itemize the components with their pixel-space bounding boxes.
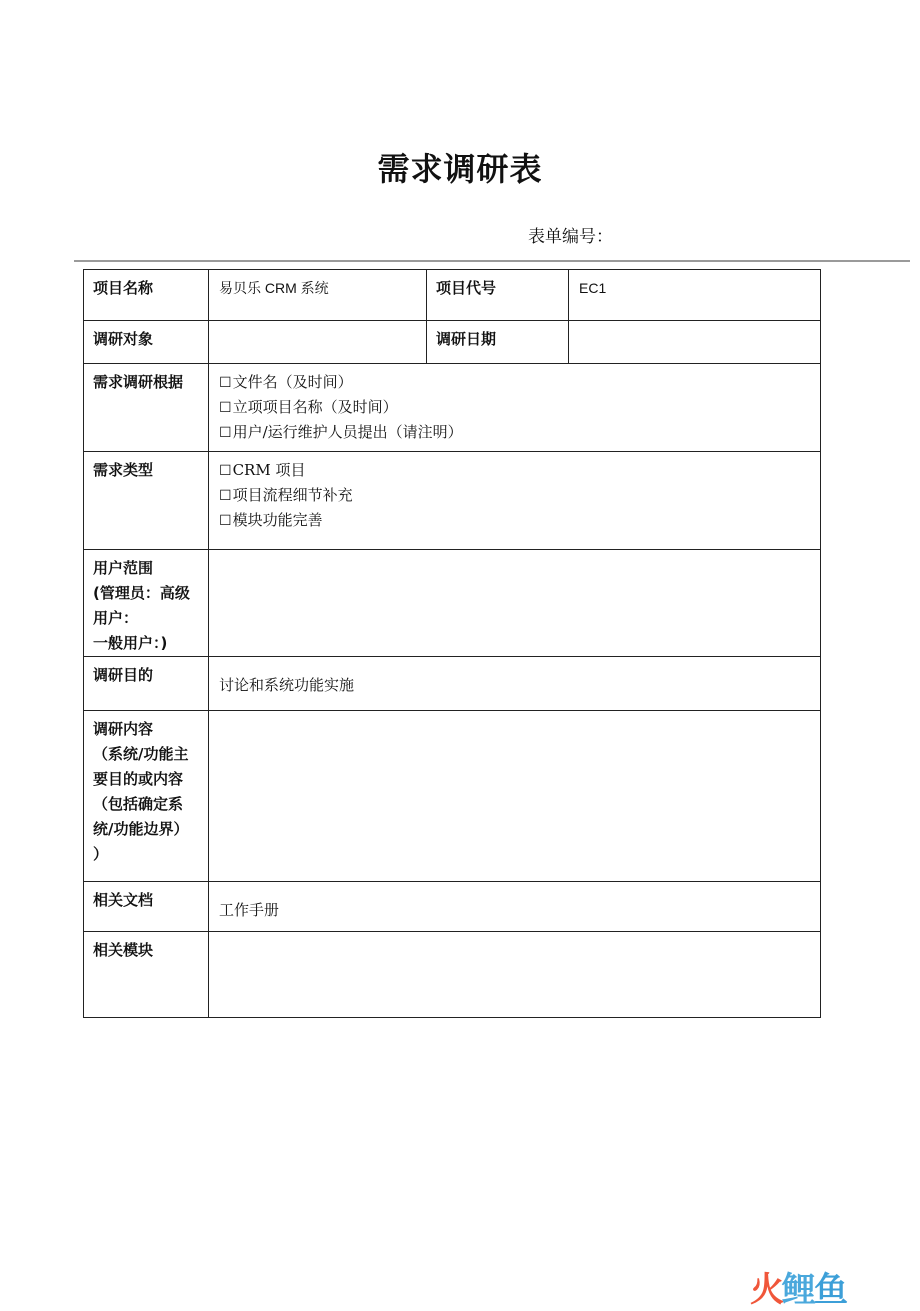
docs-label: 相关文档 — [84, 882, 209, 932]
watermark-char: 鱼 — [814, 1270, 846, 1310]
user-scope-label-line: 用户范围 — [93, 559, 154, 577]
requirement-survey-table — [83, 269, 821, 1018]
checkbox-icon[interactable]: ☐ — [219, 425, 232, 441]
row-docs — [84, 882, 821, 932]
project-code-value[interactable]: EC1 — [569, 270, 821, 321]
checkbox-icon[interactable]: ☐ — [219, 400, 232, 416]
docs-value[interactable]: 工作手册 — [209, 882, 821, 932]
type-option[interactable] — [219, 483, 820, 508]
research-date-value[interactable] — [569, 321, 821, 364]
basis-options — [209, 364, 821, 452]
project-name-value[interactable]: 易贝乐 CRM 系统 — [209, 270, 427, 321]
content-label — [84, 711, 209, 882]
content-label-line: 调研内容 — [93, 720, 154, 738]
content-value[interactable] — [209, 711, 821, 882]
checkbox-icon[interactable]: ☐ — [219, 463, 232, 479]
checkbox-icon[interactable]: ☐ — [219, 513, 232, 529]
content-label-line: （系统/功能主 — [93, 745, 189, 763]
user-scope-label-line: 一般用户：) — [93, 634, 168, 652]
row-basis — [84, 364, 821, 452]
content-label-line: 要目的或内容 — [93, 770, 184, 788]
research-date-label: 调研日期 — [427, 321, 569, 364]
basis-option-label: 文件名（及时间） — [232, 373, 353, 391]
basis-option-label: 用户/运行维护人员提出（请注明） — [232, 423, 463, 441]
user-scope-label-line: (管理员：高级 — [93, 584, 190, 602]
watermark-logo — [750, 1262, 846, 1311]
checkbox-icon[interactable]: ☐ — [219, 375, 232, 391]
basis-option-label: 立项项目名称（及时间） — [232, 398, 398, 416]
basis-option[interactable] — [219, 420, 820, 445]
page-title: 需求调研表 — [377, 150, 543, 188]
watermark-char: 火 — [750, 1270, 782, 1310]
row-user-scope — [84, 550, 821, 657]
header-divider — [74, 260, 910, 262]
type-option-label: CRM 项目 — [232, 461, 306, 479]
row-research-target — [84, 321, 821, 364]
type-options — [209, 452, 821, 550]
row-type — [84, 452, 821, 550]
purpose-label: 调研目的 — [84, 657, 209, 711]
research-target-label: 调研对象 — [84, 321, 209, 364]
basis-label: 需求调研根据 — [84, 364, 209, 452]
watermark-char: 鲤 — [782, 1270, 814, 1310]
purpose-value[interactable]: 讨论和系统功能实施 — [209, 657, 821, 711]
user-scope-label — [84, 550, 209, 657]
content-label-line: 统/功能边界） — [93, 820, 189, 838]
type-option-label: 项目流程细节补充 — [232, 486, 353, 504]
user-scope-label-line: 用户： — [93, 609, 139, 627]
modules-label: 相关模块 — [84, 932, 209, 1018]
row-modules — [84, 932, 821, 1018]
checkbox-icon[interactable]: ☐ — [219, 488, 232, 504]
type-label: 需求类型 — [84, 452, 209, 550]
basis-option[interactable] — [219, 370, 820, 395]
form-number-label: 表单编号： — [528, 227, 613, 247]
row-content — [84, 711, 821, 882]
user-scope-value[interactable] — [209, 550, 821, 657]
project-code-label: 项目代号 — [427, 270, 569, 321]
basis-option[interactable] — [219, 395, 820, 420]
type-option[interactable] — [219, 458, 820, 483]
row-project-name — [84, 270, 821, 321]
modules-value[interactable] — [209, 932, 821, 1018]
content-label-line: （包括确定系 — [93, 795, 184, 813]
content-label-line: ） — [93, 845, 109, 863]
type-option-label: 模块功能完善 — [232, 511, 323, 529]
project-name-label: 项目名称 — [84, 270, 209, 321]
row-purpose — [84, 657, 821, 711]
type-option[interactable] — [219, 508, 820, 533]
research-target-value[interactable] — [209, 321, 427, 364]
